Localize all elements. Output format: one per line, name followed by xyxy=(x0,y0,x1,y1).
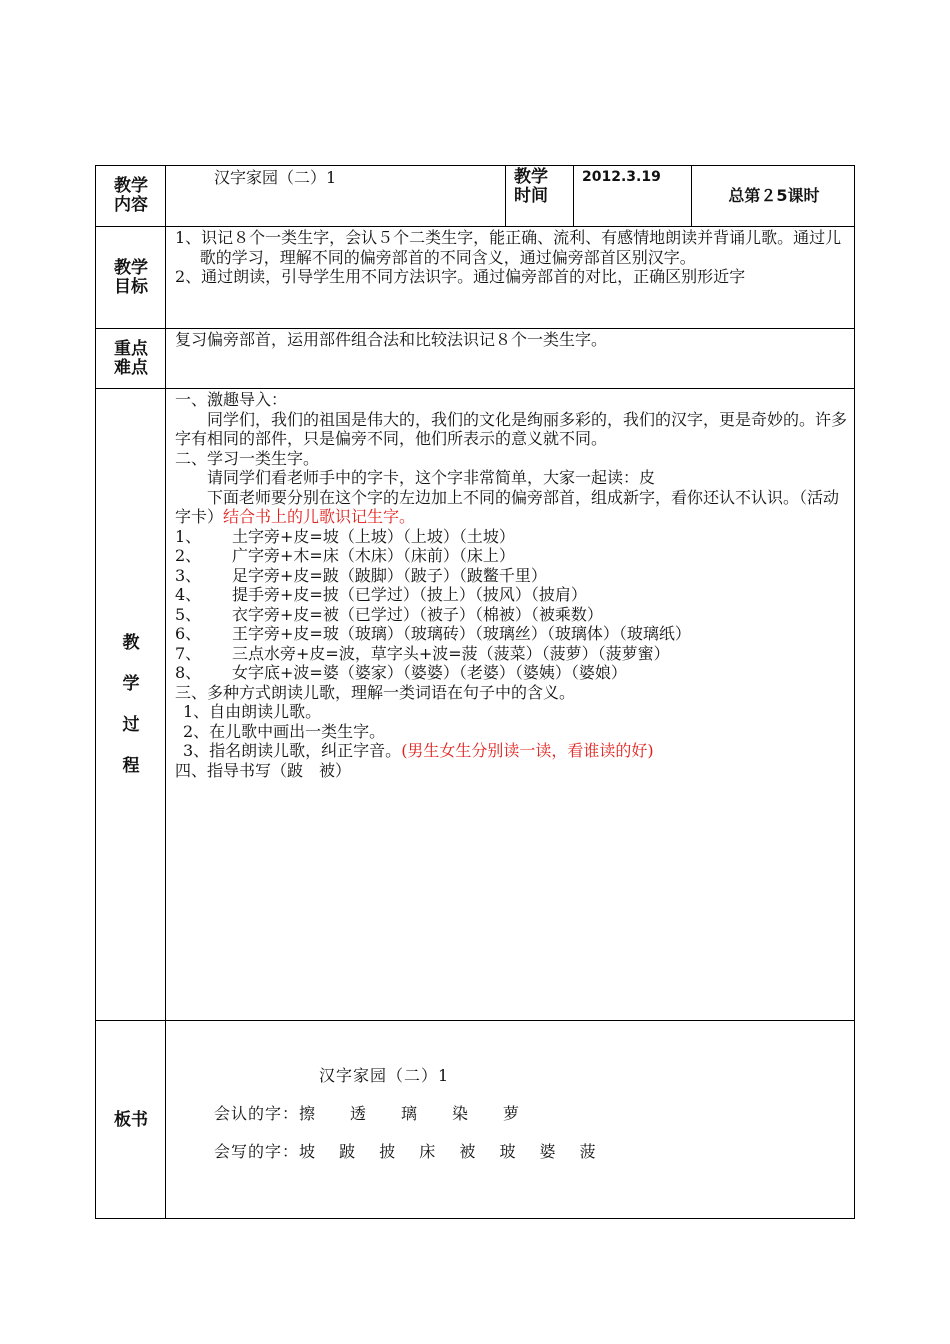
content-label: 教学 内容 xyxy=(114,176,148,215)
list-item: 8、 女字底+波=婆（婆家）（婆婆）（老婆）（婆姨）（婆娘） xyxy=(175,663,627,682)
key-points-text: 复习偏旁部首，运用部件组合法和比较法识记８个一类生字。 xyxy=(175,330,608,349)
row-divider xyxy=(96,328,854,329)
list-item: 1、 土字旁+皮=坡（上坡）（上坡）（土坡） xyxy=(175,526,515,546)
section-title: 二、学习一类生字。 xyxy=(175,448,320,468)
lesson-number: 总第２5课时 xyxy=(728,186,820,205)
row-divider xyxy=(96,388,854,389)
list-item: 3、 足字旁+皮=跛（跛脚）（跛子）（跛鳖千里） xyxy=(175,565,547,585)
list-item: 6、 王字旁+皮=玻（玻璃）（玻璃砖）（玻璃丝）（玻璃体）（玻璃纸） xyxy=(175,624,691,643)
list-item: 4、 提手旁+皮=披（已学过）（披上）（披风）（披肩） xyxy=(175,585,587,604)
process-label: 教 学 过 程 xyxy=(122,632,140,776)
list-item: 5、 衣字旁+皮=被（已学过）（被子）（棉被）（被乘数） xyxy=(175,604,603,624)
column-divider xyxy=(573,166,574,226)
red-note: 结合书上的儿歌识记生字。 xyxy=(223,507,416,526)
paragraph: 同学们，我们的祖国是伟大的，我们的文化是绚丽多彩的，我们的汉字，更是奇妙的。许多字有相同的部件，只是偏旁不同，他们所表示的意义就不同。 xyxy=(175,409,848,448)
time-label: 教学 时间 xyxy=(514,167,548,206)
lesson-plan-table xyxy=(95,165,855,1219)
process-text xyxy=(175,390,851,780)
row-divider xyxy=(96,226,854,227)
goal-item: 2、通过朗读，引导学生用不同方法识字。通过偏旁部首的对比，正确区别形近字 xyxy=(175,267,746,286)
section-title: 一、激趣导入： xyxy=(175,390,288,409)
column-divider xyxy=(505,166,506,226)
paragraph: 下面老师要分别在这个字的左边加上不同的偏旁部首，组成新字，看你还认不认识。（活动字卡）结合书上的儿歌识记生字。 xyxy=(175,487,840,526)
board-title: 汉字家园（二）1 xyxy=(319,1066,450,1085)
goals-label: 教学 目标 xyxy=(114,257,148,297)
list-item: 3、指名朗读儿歌，纠正字音。(男生女生分别读一读，看谁读的好) xyxy=(183,741,654,760)
paragraph: 请同学们看老师手中的字卡，这个字非常简单，大家一起读：皮 xyxy=(207,468,656,487)
list-item: 2、 广字旁+木=床（木床）（床前）（床上） xyxy=(175,546,515,565)
section-title: 三、多种方式朗读儿歌，理解一类词语在句子中的含义。 xyxy=(175,682,576,702)
section-title: 四、指导书写（跛 被） xyxy=(175,760,352,780)
list-item: 1、自由朗读儿歌。 xyxy=(183,702,322,721)
content-value: 汉字家园（二）1 xyxy=(214,168,337,187)
list-item: 7、 三点水旁+皮=波，草字头+波=菠（菠菜）（菠萝）（菠萝蜜） xyxy=(175,643,670,663)
key-points-label: 重点 难点 xyxy=(114,338,148,378)
goals-text xyxy=(175,228,851,287)
board-recognize-row: 会认的字：擦 透 璃 染 萝 xyxy=(214,1104,521,1123)
board-label: 板书 xyxy=(114,1110,148,1130)
board-write-row: 会写的字：坡 跛 披 床 被 玻 婆 菠 xyxy=(214,1142,597,1161)
row-divider xyxy=(96,1020,854,1021)
time-value: 2012.3.19 xyxy=(582,169,661,185)
list-item: 2、在儿歌中画出一类生字。 xyxy=(183,721,386,741)
goal-item: 1、识记８个一类生字，会认５个二类生字，能正确、流利、有感情地朗读并背诵儿歌。通过儿歌的学习，理解不同的偏旁部首的不同含义，通过偏旁部首区别汉字。 xyxy=(175,228,842,267)
red-note: (男生女生分别读一读，看谁读的好) xyxy=(401,741,654,760)
